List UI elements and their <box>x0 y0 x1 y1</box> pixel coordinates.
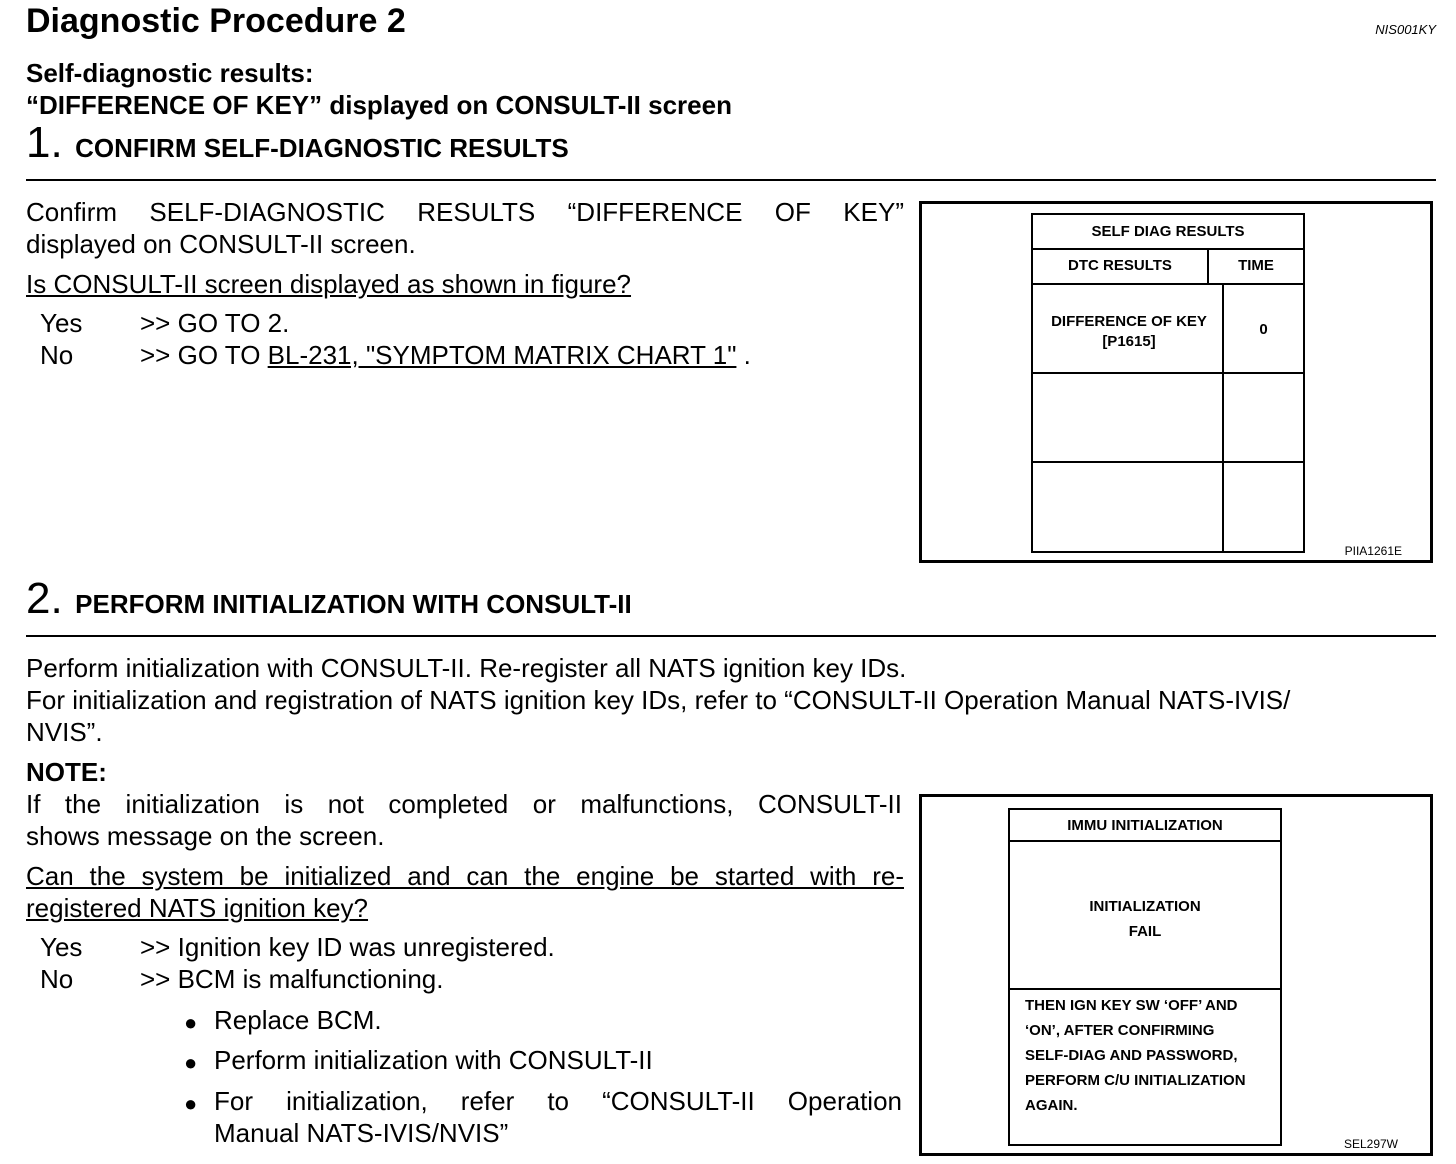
step2-heading <box>26 574 632 624</box>
bullet-dot: ● <box>184 1091 198 1116</box>
step1-heading <box>26 118 569 168</box>
bullet-dot: ● <box>184 1010 198 1035</box>
dtc-result-name: DIFFERENCE OF KEY <box>1051 313 1207 330</box>
step2-number: 2. <box>26 574 63 623</box>
step2-question-line2: registered NATS ignition key? <box>26 893 369 923</box>
instruction-line5: AGAIN. <box>1025 1097 1078 1114</box>
step2-no-label: No <box>40 964 74 994</box>
self-diag-header: SELF DIAG RESULTS <box>1091 223 1245 240</box>
step1-title: CONFIRM SELF-DIAGNOSTIC RESULTS <box>75 133 569 163</box>
step1-no-suffix: . <box>736 340 751 370</box>
bullet-perform-init: Perform initialization with CONSULT-II <box>214 1045 653 1075</box>
step1-text-line1: Confirm SELF-DIAGNOSTIC RESULTS “DIFFERENCE OF KEY” <box>26 197 904 227</box>
step2-line1: Perform initialization with CONSULT-II. Re-register all NATS ignition key IDs. <box>26 653 907 683</box>
page-title: Diagnostic Procedure 2 <box>26 2 406 40</box>
time-column: TIME <box>1238 257 1274 274</box>
step2-title: PERFORM INITIALIZATION WITH CONSULT-II <box>75 589 632 619</box>
step2-question-line1: Can the system be initialized and can the engine be started with re- <box>26 861 904 891</box>
immu-screen-frame <box>1008 808 1282 1146</box>
bullet-replace-bcm: Replace BCM. <box>214 1005 382 1035</box>
step1-yes-text: >> GO TO 2. <box>140 308 290 338</box>
note-line1: If the initialization is not completed or malfunctions, CONSULT-II <box>26 789 902 819</box>
step2-yes-text: >> Ignition key ID was unregistered. <box>140 932 555 962</box>
note-label: NOTE: <box>26 757 107 787</box>
instruction-line3: SELF-DIAG AND PASSWORD, <box>1025 1047 1238 1064</box>
figure1-code: PIIA1261E <box>1344 544 1402 558</box>
step2-yes-label: Yes <box>40 932 83 962</box>
bullet-refer-line2: Manual NATS-IVIS/NVIS” <box>214 1118 509 1148</box>
step2-line2: For initialization and registration of NATS ignition key IDs, refer to “CONSULT-II Operation Manual NATS-IVIS/ <box>26 685 1291 715</box>
subheader-line2: “DIFFERENCE OF KEY” displayed on CONSULT-II screen <box>26 90 732 120</box>
step1-text-line2: displayed on CONSULT-II screen. <box>26 229 416 259</box>
dtc-results-column: DTC RESULTS <box>1068 257 1172 274</box>
step1-no-text <box>140 340 751 371</box>
instruction-line4: PERFORM C/U INITIALIZATION <box>1025 1072 1246 1089</box>
instruction-line1: THEN IGN KEY SW ‘OFF’ AND <box>1025 997 1238 1014</box>
figure-self-diag-results <box>919 201 1433 563</box>
step1-yes-label: Yes <box>40 308 83 338</box>
step1-no-prefix: >> GO TO <box>140 340 268 370</box>
note-line2: shows message on the screen. <box>26 821 385 851</box>
dtc-result-code: [P1615] <box>1102 333 1156 350</box>
init-fail-line2: FAIL <box>1128 923 1162 940</box>
step1-no-label: No <box>40 340 74 370</box>
step1-divider <box>26 179 1436 181</box>
dtc-result-time: 0 <box>1259 321 1268 338</box>
step2-no-text: >> BCM is malfunctioning. <box>140 964 444 994</box>
subheader-line1: Self-diagnostic results: <box>26 58 314 88</box>
step1-number: 1. <box>26 118 63 167</box>
step2-line3: NVIS”. <box>26 717 103 747</box>
symptom-matrix-link[interactable]: BL-231, "SYMPTOM MATRIX CHART 1" <box>267 340 737 370</box>
step2-divider <box>26 635 1436 637</box>
bullet-dot: ● <box>184 1050 198 1075</box>
step1-question: Is CONSULT-II screen displayed as shown in figure? <box>26 269 632 299</box>
bullet-refer-line1: For initialization, refer to “CONSULT-II Operation <box>214 1086 902 1116</box>
immu-header: IMMU INITIALIZATION <box>1067 817 1223 834</box>
init-fail-line1: INITIALIZATION <box>1089 898 1201 915</box>
document-id: NIS001KY <box>1375 22 1436 37</box>
figure-immu-initialization <box>919 794 1433 1156</box>
instruction-line2: ‘ON’, AFTER CONFIRMING <box>1025 1022 1215 1039</box>
consult-screen-frame <box>1031 213 1305 553</box>
figure2-code: SEL297W <box>1343 1137 1398 1151</box>
